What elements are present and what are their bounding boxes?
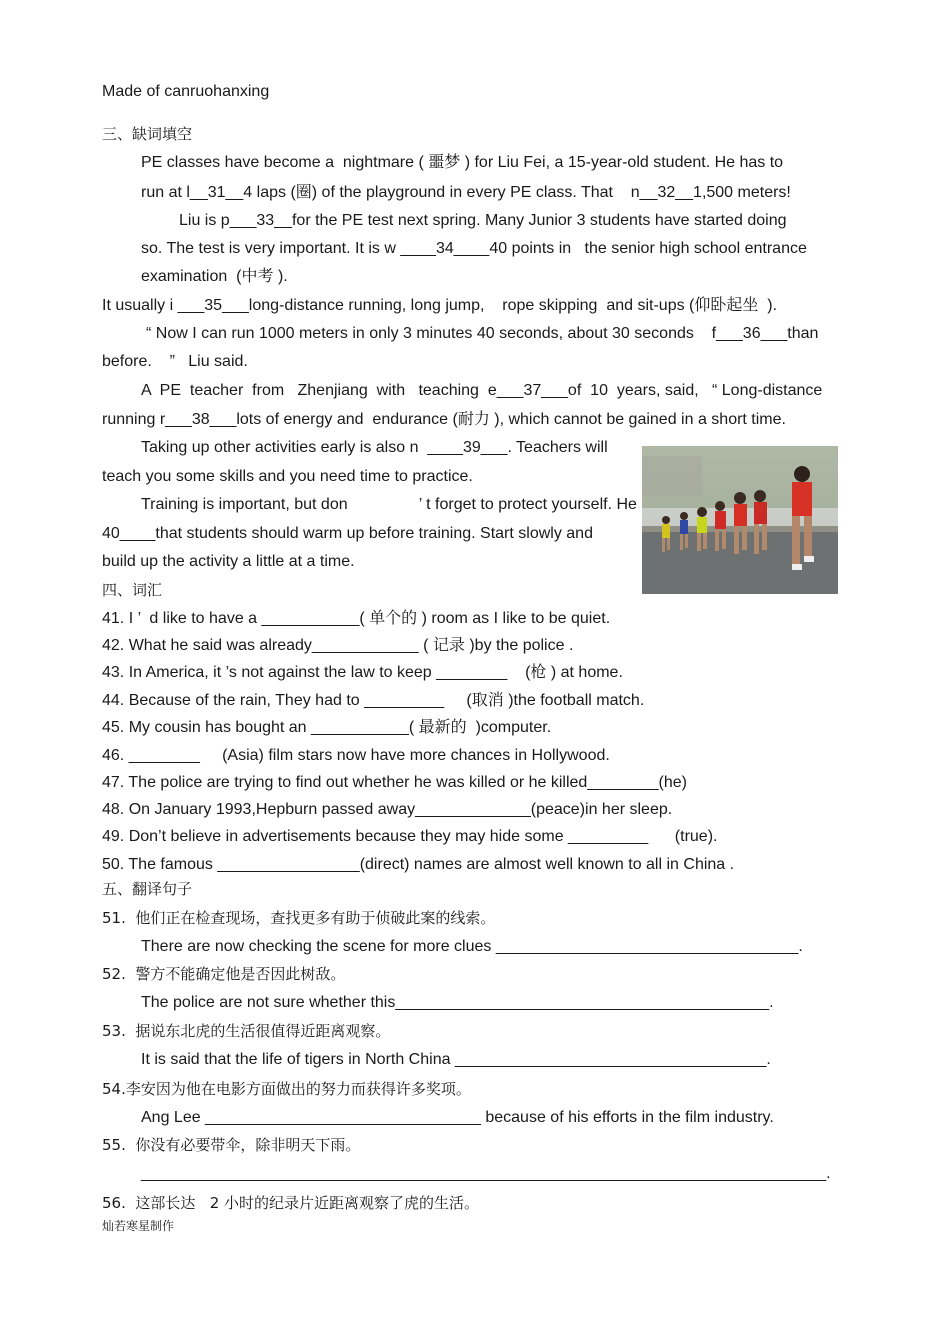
vocab-item-42: 42. What he said was already____________ ( 记录 )by the police .	[102, 637, 574, 654]
vocab-item-44: 44. Because of the rain, They had to _________ (取消 )the football match.	[102, 692, 645, 709]
runners-image	[642, 446, 838, 594]
cloze-line-2: run at l__31__4 laps (圈) of the playground in every PE class. That n__32__1,500 meters!	[141, 184, 791, 201]
translation-answer-55: _____________________________________________________________________________.	[141, 1165, 831, 1182]
section-5-title: 五、翻译句子	[102, 880, 193, 898]
cloze-line-13: Training is important, but don ’ t forget to protect yourself. He	[141, 496, 637, 513]
vocab-item-48: 48. On January 1993,Hepburn passed away_____________(peace)in her sleep.	[102, 801, 673, 818]
cloze-line-8: before. ” Liu said.	[102, 353, 248, 370]
translation-answer-53: It is said that the life of tigers in North China ___________________________________.	[141, 1051, 771, 1068]
vocab-item-49: 49. Don’t believe in advertisements because they may hide some _________ (true).	[102, 828, 718, 845]
translation-answer-54: Ang Lee _______________________________ because of his efforts in the film industry.	[141, 1109, 774, 1126]
translation-question-53: 53. 据说东北虎的生活很值得近距离观察。	[102, 1022, 391, 1040]
vocab-item-45: 45. My cousin has bought an ___________( 最新的 )computer.	[102, 719, 552, 736]
vocab-item-41: 41. I ’ d like to have a ___________( 单个的 ) room as I like to be quiet.	[102, 610, 611, 627]
translation-answer-52: The police are not sure whether this__________________________________________.	[141, 994, 774, 1011]
section-4-title: 四、词汇	[102, 581, 163, 599]
translation-question-56: 56. 这部长达 2 小时的纪录片近距离观察了虎的生活。	[102, 1194, 480, 1212]
translation-answer-51: There are now checking the scene for more clues __________________________________.	[141, 938, 803, 955]
vocab-item-46: 46. ________ (Asia) film stars now have more chances in Hollywood.	[102, 747, 610, 764]
translation-question-55: 55. 你没有必要带伞，除非明天下雨。	[102, 1136, 361, 1154]
translation-question-54: 54.李安因为他在电影方面做出的努力而获得许多奖项。	[102, 1080, 471, 1098]
document-footer: 灿若寒星制作	[102, 1219, 175, 1233]
runners-photo	[642, 446, 838, 594]
cloze-line-6: It usually i ___35___long-distance running, long jump, rope skipping and sit-ups (仰卧起坐 ).	[102, 297, 778, 314]
cloze-line-7: “ Now I can run 1000 meters in only 3 minutes 40 seconds, about 30 seconds f___36___than	[146, 325, 819, 342]
cloze-line-5: examination (中考 ).	[141, 268, 288, 285]
cloze-line-12: teach you some skills and you need time to practice.	[102, 468, 473, 485]
cloze-line-10: running r___38___lots of energy and endurance (耐力 ), which cannot be gained in a short time.	[102, 411, 786, 428]
translation-question-52: 52. 警方不能确定他是否因此树敌。	[102, 965, 346, 983]
cloze-line-14: 40____that students should warm up before training. Start slowly and	[102, 525, 593, 542]
vocab-item-43: 43. In America, it ’s not against the law to keep ________ (枪 ) at home.	[102, 664, 623, 681]
cloze-line-1: PE classes have become a nightmare ( 噩梦 ) for Liu Fei, a 15-year-old student. He has to	[141, 154, 784, 171]
cloze-line-15: build up the activity a little at a time.	[102, 553, 355, 570]
document-header: Made of canruohanxing	[102, 83, 270, 100]
translation-question-51: 51. 他们正在检查现场，查找更多有助于侦破此案的线索。	[102, 909, 496, 927]
section-3-title: 三、缺词填空	[102, 125, 193, 143]
cloze-line-3: Liu is p___33__for the PE test next spring. Many Junior 3 students have started doing	[179, 212, 787, 229]
vocab-item-47: 47. The police are trying to find out whether he was killed or he killed________(he)	[102, 774, 687, 791]
cloze-line-4: so. The test is very important. It is w ____34____40 points in the senior high school entrance	[141, 240, 807, 257]
vocab-item-50: 50. The famous ________________(direct) names are almost well known to all in China .	[102, 856, 735, 873]
cloze-line-9: A PE teacher from Zhenjiang with teaching e___37___of 10 years, said, “ Long-distance	[141, 382, 823, 399]
cloze-line-11: Taking up other activities early is also n ____39___. Teachers will	[141, 439, 608, 456]
